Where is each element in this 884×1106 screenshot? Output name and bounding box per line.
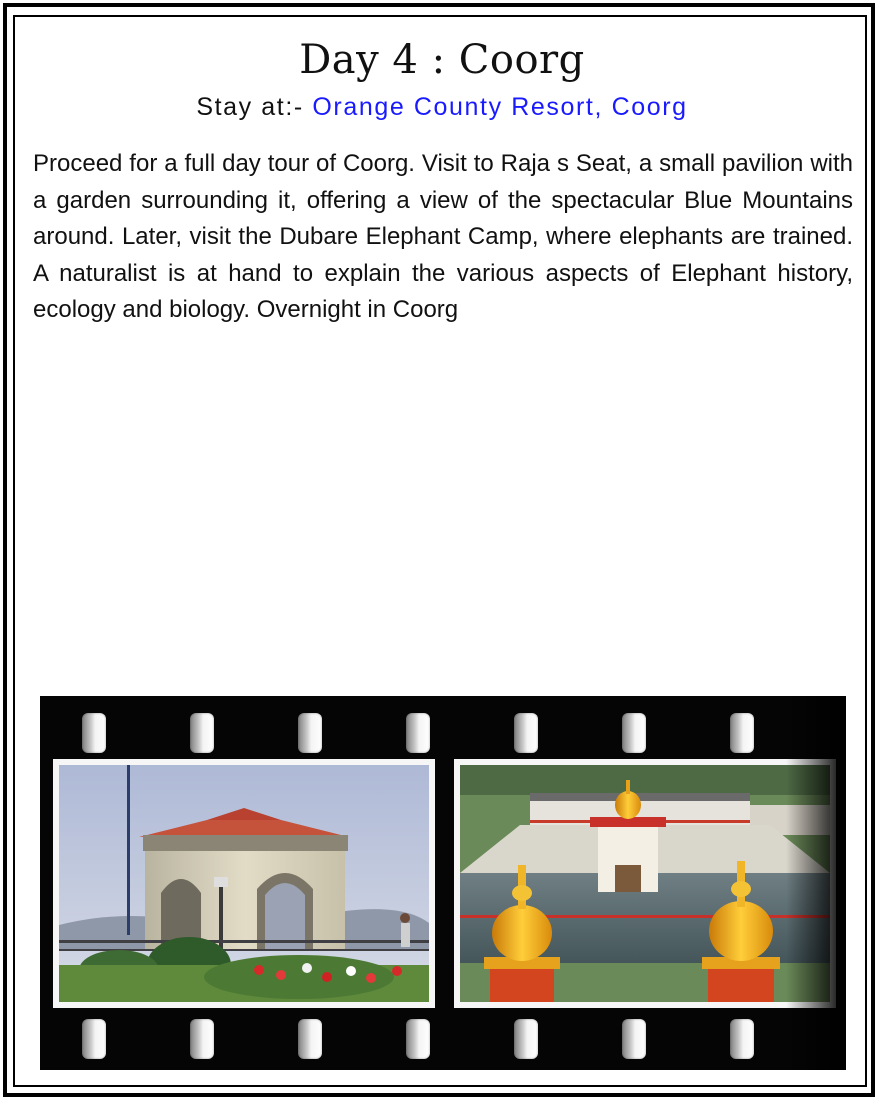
film-strip bbox=[40, 696, 846, 1070]
film-sprocket-hole bbox=[82, 1019, 106, 1059]
film-sprocket-hole bbox=[406, 713, 430, 753]
stay-line bbox=[0, 91, 884, 123]
film-sprocket-hole bbox=[298, 1019, 322, 1059]
film-sprocket-hole bbox=[514, 713, 538, 753]
film-frame-right bbox=[454, 759, 836, 1008]
film-sprocket-hole bbox=[622, 1019, 646, 1059]
rajas-seat-pavilion-photo bbox=[59, 765, 429, 1002]
film-frame-left bbox=[53, 759, 435, 1008]
film-sprocket-hole bbox=[298, 713, 322, 753]
film-sprocket-hole bbox=[82, 713, 106, 753]
film-sprocket-hole bbox=[730, 1019, 754, 1059]
day-title: Day 4 : Coorg bbox=[299, 37, 585, 83]
film-sprocket-hole bbox=[622, 713, 646, 753]
film-sprocket-hole bbox=[190, 713, 214, 753]
film-sprocket-hole bbox=[730, 713, 754, 753]
stay-label: Stay at:- bbox=[196, 93, 313, 121]
omkareshwara-temple-tank-photo bbox=[460, 765, 830, 1002]
film-sprocket-hole bbox=[406, 1019, 430, 1059]
film-sprocket-hole bbox=[190, 1019, 214, 1059]
tour-description: Proceed for a full day tour of Coorg. Visit to Raja s Seat, a small pavilion with a garden surrounding it, offering a view of the spectacular Blue Mountains around. Later, visit the Dubare Elephant Camp, where elephants are trained. A naturalist is at hand to explain the various aspects of Elephant history, ecology and biology. Overnight in Coorg bbox=[33, 150, 853, 323]
resort-name-link[interactable]: Orange County Resort, Coorg bbox=[312, 93, 688, 121]
film-sprocket-hole bbox=[514, 1019, 538, 1059]
